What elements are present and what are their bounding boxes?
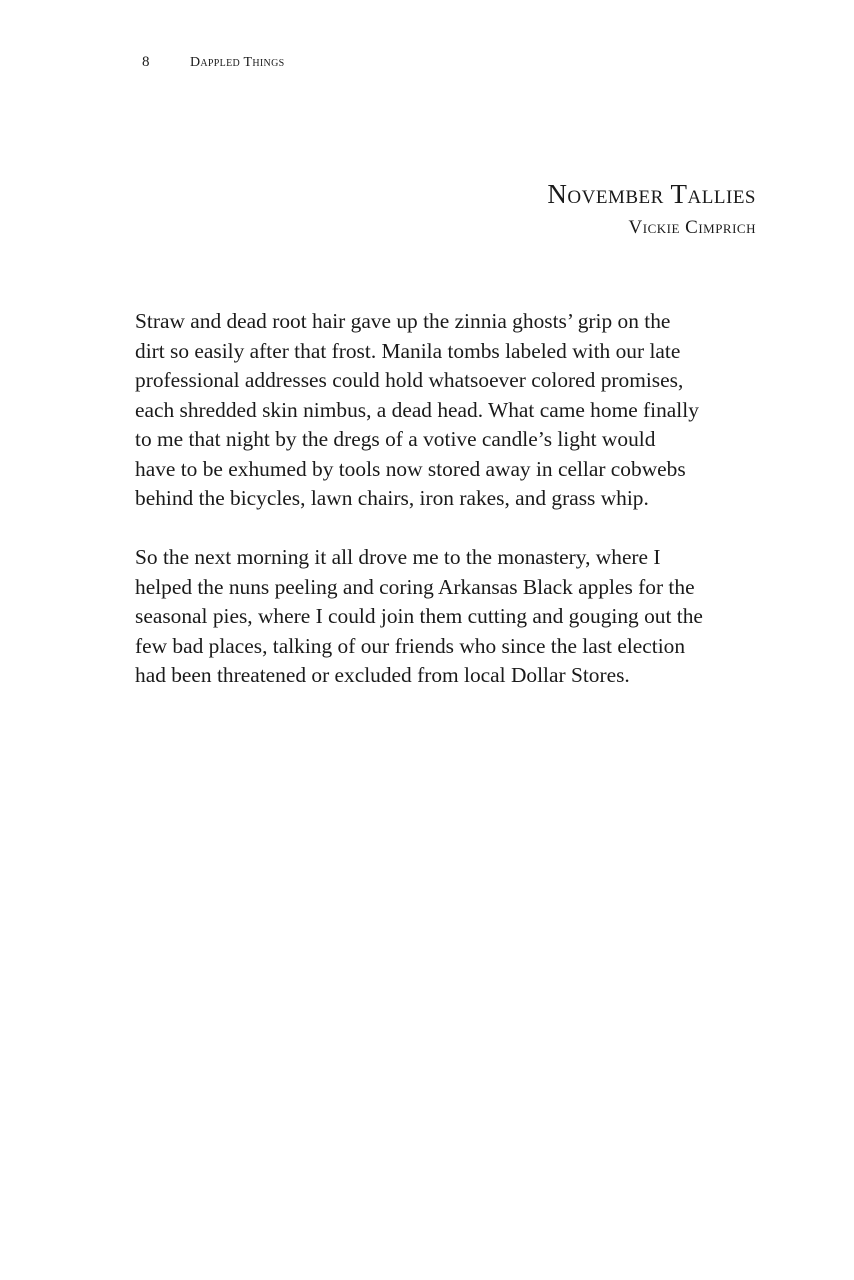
poem-line: each shredded skin nimbus, a dead head. What came home finally: [135, 397, 699, 422]
poem-line: helped the nuns peeling and coring Arkansas Black apples for the: [135, 574, 695, 599]
poem-body: [135, 307, 775, 720]
poem-author: Vickie Cimprich: [628, 217, 756, 238]
poem-line: professional addresses could hold whatsoever colored promises,: [135, 368, 684, 392]
poem-title-block: [547, 178, 756, 240]
poem-line: have to be exhumed by tools now stored away in cellar cobwebs: [135, 456, 686, 481]
journal-title: Dappled Things: [190, 55, 285, 70]
poem-line: had been threatened or excluded from local Dollar Stores.: [135, 663, 630, 687]
page-number: 8: [142, 54, 150, 70]
poem-line: seasonal pies, where I could join them cutting and gouging out the: [135, 604, 703, 628]
poem-line: few bad places, talking of our friends who since the last election: [135, 633, 686, 658]
poem-line: to me that night by the dregs of a votive candle’s light would: [135, 427, 656, 451]
poem-line: So the next morning it all drove me to the monastery, where I: [135, 545, 661, 569]
poem-line: Straw and dead root hair gave up the zinnia ghosts’ grip on the: [135, 309, 671, 333]
stanza-1: [135, 307, 775, 514]
running-head: [142, 54, 284, 71]
poem-line: dirt so easily after that frost. Manila tombs labeled with our late: [135, 338, 681, 363]
stanza-2: [135, 543, 775, 691]
poem-line: behind the bicycles, lawn chairs, iron rakes, and grass whip.: [135, 486, 649, 510]
poem-title: November Tallies: [547, 179, 756, 209]
